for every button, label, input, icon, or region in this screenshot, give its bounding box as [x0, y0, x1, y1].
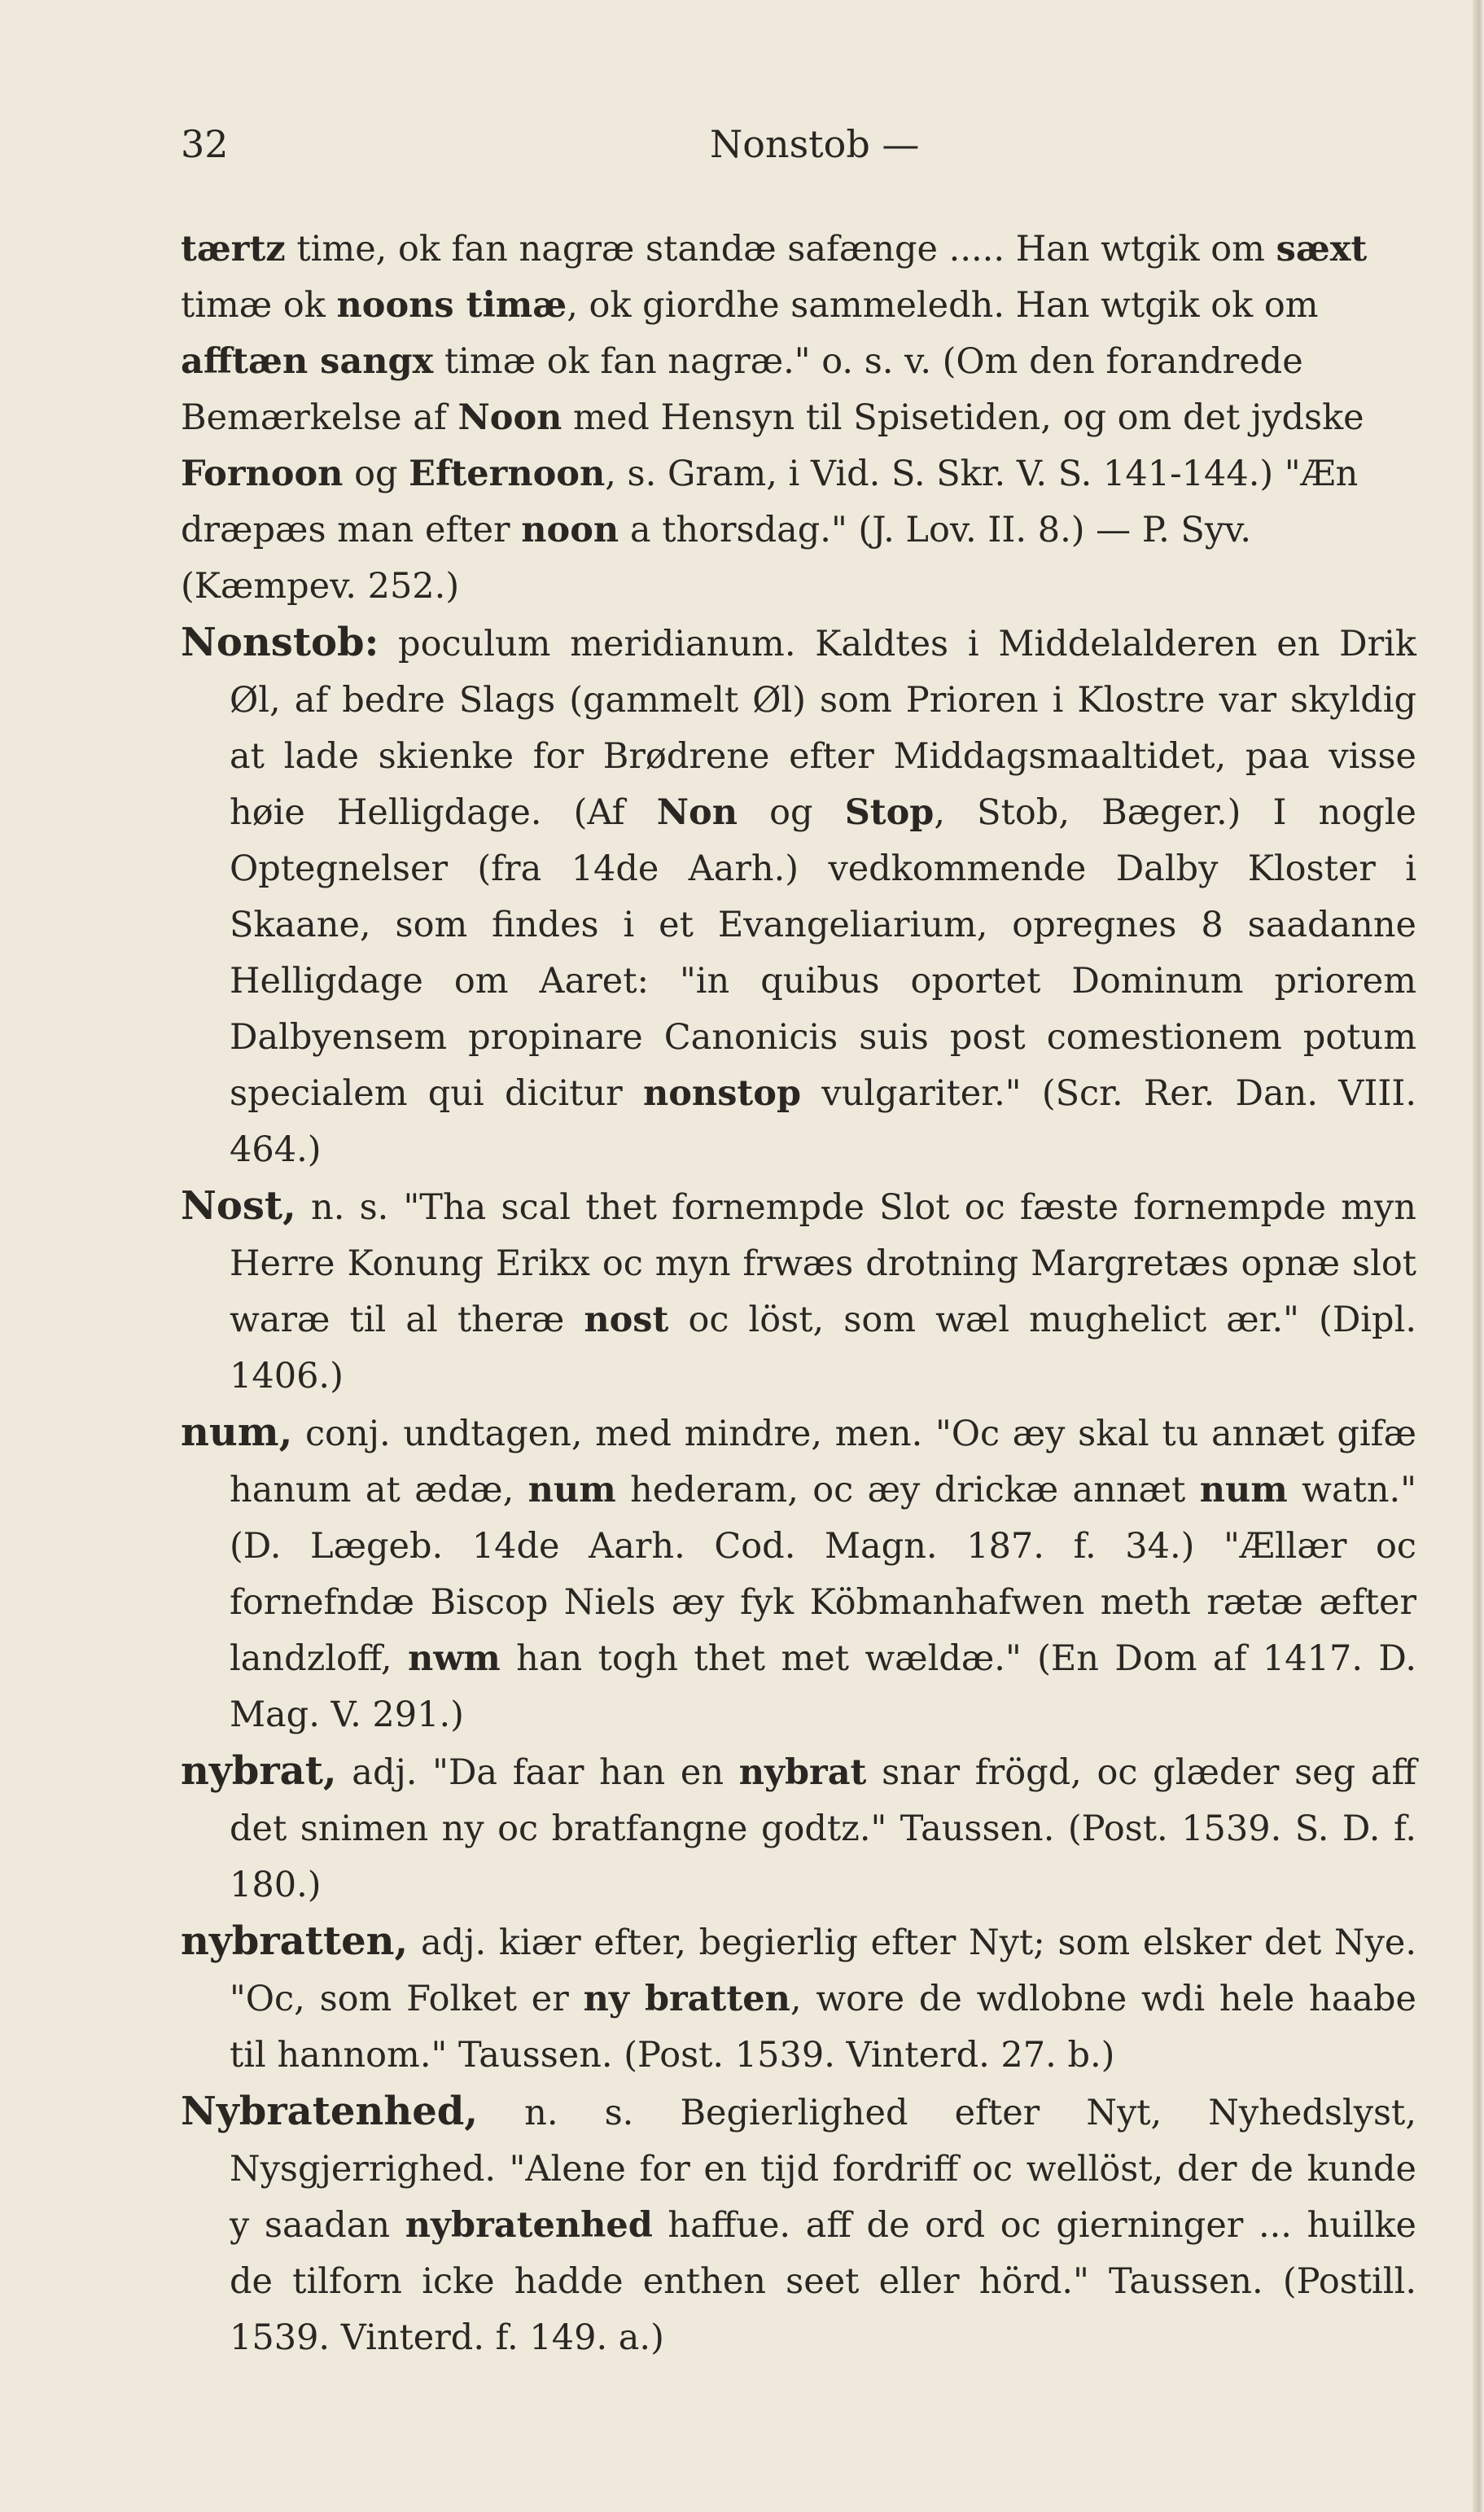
- headword: nybratten,: [181, 1918, 409, 1964]
- entry-num: [181, 1405, 1416, 1743]
- running-head: Nonstob —: [710, 122, 920, 166]
- entry-text: og: [343, 454, 409, 494]
- entry-text: timæ ok fan nagræ." o. s. v. (Om den forandrede Bemærkelse af: [181, 341, 1303, 438]
- entry-nybratenhed: [181, 2084, 1416, 2366]
- entry-nost: [181, 1178, 1416, 1405]
- headword: Nybratenhed,: [181, 2089, 479, 2134]
- entry-nybrat: [181, 1743, 1416, 1914]
- cited-term: nybrat: [738, 1752, 867, 1793]
- headword: Nonstob:: [181, 620, 379, 665]
- entry-text: adj. "Da faar han en: [336, 1752, 739, 1793]
- cited-term: Fornoon: [181, 454, 344, 494]
- entry-text: timæ ok: [181, 285, 337, 326]
- page-header: [181, 122, 1418, 179]
- entry-text: han togh thet met wældæ." (En Dom af 1417. D. Mag. V. 291.): [230, 1638, 1416, 1735]
- cited-term: nonstop: [642, 1073, 802, 1114]
- cited-term: nwm: [408, 1638, 501, 1679]
- cited-term: tærtz: [181, 229, 286, 270]
- entry-text: conj. undtagen, med mindre, men. "Oc æy skal tu annæt gifæ hanum at ædæ,: [230, 1414, 1416, 1510]
- cited-term: Non: [656, 792, 738, 833]
- entry-text: poculum meridianum. Kaldtes i Middelalderen en Drik Øl, af bedre Slags (gammelt Øl) som Prioren i Klostre var skyldig at lade skienke for Brødrene efter Middagsmaaltidet, paa visse høie Helligdage. (Af: [230, 624, 1416, 833]
- entry-text: haffue. aff de ord oc gierninger ... huilke de tilforn icke hadde enthen seet eller hörd." Taussen. (Postill. 1539. Vinterd. f. 149. a.): [230, 2205, 1416, 2358]
- headword: nybrat,: [181, 1748, 337, 1794]
- entry-text: n. s. Begierlighed efter Nyt, Nyhedslyst, Nysgjerrighed. "Alene for en tijd fordriff oc wellöst, der de kunde y saadan: [230, 2093, 1416, 2246]
- cited-term: num: [527, 1470, 616, 1510]
- cited-term: Efternoon: [409, 454, 606, 494]
- cited-term: ny bratten: [583, 1979, 790, 2019]
- entry-text: , s. Gram, i Vid. S. Skr. V. S. 141-144.) "Æn dræpæs man efter: [181, 454, 1359, 550]
- entry-text: og: [737, 792, 845, 833]
- cited-term: noon: [521, 510, 619, 550]
- page-edge-shadow: [1473, 0, 1484, 2512]
- dictionary-text: [181, 221, 1416, 2366]
- cited-term: Noon: [457, 397, 563, 438]
- entry-text: snar frögd, oc glæder seg aff det snimen ny oc bratfangne godtz." Taussen. (Post. 1539. S. D. f. 180.): [230, 1752, 1416, 1905]
- page-number: 32: [181, 122, 229, 166]
- entry-text: , ok giordhe sammeledh. Han wtgik ok om: [567, 285, 1319, 326]
- entry-text: time, ok fan nagræ standæ safænge ..... Han wtgik om: [285, 229, 1276, 270]
- entry-text: n. s. "Tha scal thet fornempde Slot oc fæste fornempde myn Herre Konung Erikx oc myn frwæs drotning Margretæs opnæ slot waræ til al theræ: [230, 1187, 1416, 1340]
- cited-term: afftæn sangx: [181, 341, 434, 382]
- entry-text: a thorsdag." (J. Lov. II. 8.) — P. Syv. (Kæmpev. 252.): [181, 510, 1252, 607]
- entry-text: vulgariter." (Scr. Rer. Dan. VIII. 464.): [230, 1073, 1416, 1170]
- cited-term: nybratenhed: [405, 2205, 653, 2246]
- entry-nybratten: [181, 1914, 1416, 2084]
- entry-text: watn." (D. Lægeb. 14de Aarh. Cod. Magn. 187. f. 34.) "Ællær oc fornefndæ Biscop Niels æy fyk Köbmanhafwen meth rætæ æfter landzloff,: [230, 1470, 1417, 1679]
- headword: num,: [181, 1409, 293, 1455]
- entry-text: adj. kiær efter, begierlig efter Nyt; som elsker det Nye. "Oc, som Folket er: [230, 1922, 1416, 2019]
- cited-term: sæxt: [1276, 229, 1368, 270]
- cited-term: noons timæ: [336, 285, 567, 326]
- entry-continuation: [181, 221, 1416, 615]
- entry-text: oc löst, som wæl mughelict ær." (Dipl. 1406.): [230, 1300, 1416, 1396]
- cited-term: nost: [584, 1300, 669, 1340]
- cited-term: num: [1199, 1470, 1288, 1510]
- entry-text: med Hensyn til Spisetiden, og om det jydske: [562, 397, 1364, 438]
- entry-text: , Stob, Bæger.) I nogle Optegnelser (fra 14de Aarh.) vedkommende Dalby Kloster i Skaane, som findes i et Evangeliarium, opregnes 8 saadanne Helligdage om Aaret: "in quibus oportet Dominum priorem Dalbyensem propinare Canonicis suis post comestionem potum specialem qui dicitur: [230, 792, 1416, 1114]
- entry-text: , wore de wdlobne wdi hele haabe til hannom." Taussen. (Post. 1539. Vinterd. 27. b.): [230, 1979, 1416, 2076]
- entry-nonstob: [181, 615, 1416, 1178]
- entry-text: hederam, oc æy drickæ annæt: [615, 1470, 1200, 1510]
- cited-term: Stop: [844, 792, 935, 833]
- headword: Nost,: [181, 1183, 296, 1229]
